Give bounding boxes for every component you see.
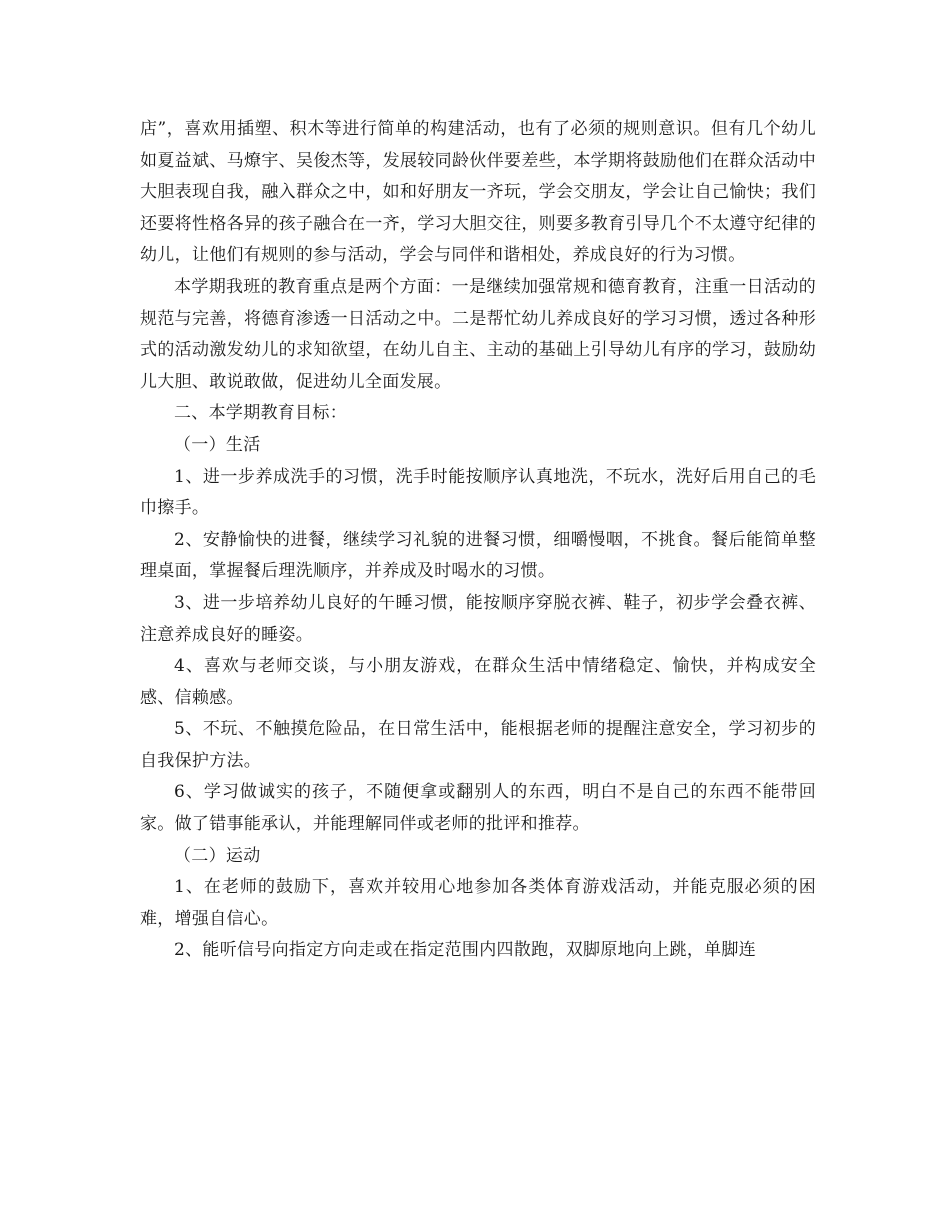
subheading-life: （一）生活 (174, 434, 261, 455)
list-item-life-3: 3、进一步培养幼儿良好的午睡习惯，能按顺序穿脱衣裤、鞋子，初步学会叠衣裤、注意养成良好的睡姿。 (140, 592, 816, 645)
list-item-sports-2: 2、能听信号向指定方向走或在指定范围内四散跑，双脚原地向上跳，单脚连 (174, 940, 757, 961)
list-item-life-6: 6、学习做诚实的孩子，不随便拿或翻别人的东西，明白不是自己的东西不能带回家。做了错事能承认，并能理解同伴或老师的批评和推荐。 (140, 782, 816, 835)
list-item-sports-1: 1、在老师的鼓励下，喜欢并较用心地参加各类体育游戏活动，并能克服必须的困难，增强自信心。 (140, 877, 816, 929)
list-item-life-5: 5、不玩、不触摸危险品，在日常生活中，能根据老师的提醒注意安全，学习初步的自我保护方法。 (140, 719, 816, 771)
list-item-life-1: 1、进一步养成洗手的习惯，洗手时能按顺序认真地洗，不玩水，洗好后用自己的毛巾擦手。 (140, 466, 816, 519)
subheading-sports: （二）运动 (174, 845, 261, 866)
paragraph-focus: 本学期我班的教育重点是两个方面：一是继续加强常规和德育教育，注重一日活动的规范与完善，将德育渗透一日活动之中。二是帮忙幼儿养成良好的学习习惯，透过各种形式的活动激发幼儿的求知欲望，在幼儿自主、主动的基础上引导幼儿有序的学习，鼓励幼儿大胆、敢说敢做，促进幼儿全面发展。 (140, 276, 816, 392)
section-heading-goals: 二、本学期教育目标： (174, 403, 347, 424)
document-body (140, 114, 816, 967)
list-item-life-4: 4、喜欢与老师交谈，与小朋友游戏，在群众生活中情绪稳定、愉快，并构成安全感、信赖感。 (140, 656, 816, 708)
paragraph-continuation: 店”，喜欢用插塑、积木等进行简单的构建活动，也有了必须的规则意识。但有几个幼儿如夏益斌、马燎宇、吴俊杰等，发展较同龄伙伴要差些，本学期将鼓励他们在群众活动中大胆表现自我，融入群众之中，如和好朋友一齐玩，学会交朋友，学会让自己愉快；我们还要将性格各异的孩子融合在一齐，学习大胆交往，则要多教育引导几个不太遵守纪律的幼儿，让他们有规则的参与活动，学会与同伴和谐相处，养成良好的行为习惯。 (140, 119, 816, 266)
list-item-life-2: 2、安静愉快的进餐，继续学习礼貌的进餐习惯，细嚼慢咽，不挑食。餐后能简单整理桌面，掌握餐后理洗顺序，并养成及时喝水的习惯。 (140, 529, 816, 582)
